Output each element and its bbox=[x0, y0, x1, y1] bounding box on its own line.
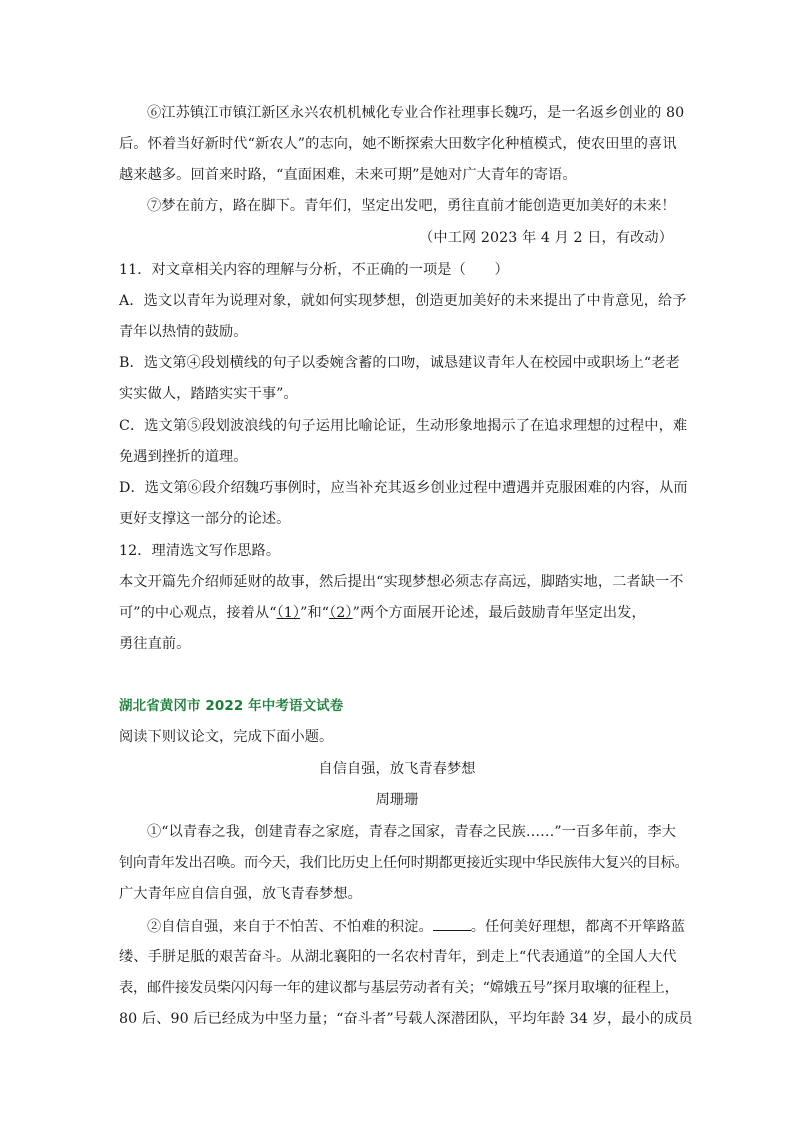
section-title: 湖北省黄冈市 2022 年中考语文试卷 bbox=[119, 698, 344, 714]
answer-blank-2[interactable]: （2） bbox=[329, 605, 353, 621]
question-12-text: 可”的中心观点，接着从“ bbox=[119, 605, 277, 621]
para6-line: 越来越多。回首来时路，“直面困难，未来可期”是她对广大青年的寄语。 bbox=[119, 167, 577, 183]
question-12-text: ”两个方面展开论述，最后鼓励青年坚定出发， bbox=[352, 605, 646, 621]
option-d: D．选文第⑥段介绍魏巧事例时，应当补充其返乡创业过程中遭遇并克服困难的内容，从而 bbox=[119, 480, 688, 496]
essay-para2-line: 缕、手胼足胝的艰苦奋斗。从湖北襄阳的一名农村青年，到走上“代表通道”的全国人大代 bbox=[119, 949, 677, 965]
option-a: A．选文以青年为说理对象，就如何实现梦想，创造更加美好的未来提出了中肯意见，给予 bbox=[119, 293, 687, 309]
essay-title: 自信自强，放飞青春梦想 bbox=[318, 761, 476, 777]
answer-blank-1[interactable]: （1） bbox=[276, 605, 301, 621]
essay-para1-line: 钊向青年发出召唤。而今天，我们比历史上任何时期都更接近实现中华民族伟大复兴的目标。 bbox=[119, 855, 689, 871]
essay-para1-line: 广大青年应自信自强，放飞青春梦想。 bbox=[119, 886, 362, 902]
essay-para1-line: ①“以青春之我，创建青春之家庭，青春之国家，青春之民族……”一百多年前，李大 bbox=[147, 824, 677, 840]
question-12-text: ”和“ bbox=[300, 605, 330, 621]
question-12-line: 勇往直前。 bbox=[119, 636, 191, 652]
question-11-stem: 11．对文章相关内容的理解与分析，不正确的一项是（ ） bbox=[119, 262, 509, 278]
question-12-stem: 12．理清选文写作思路。 bbox=[119, 543, 281, 559]
option-c-cont: 免遇到挫折的道理。 bbox=[119, 449, 248, 465]
option-d-cont: 更好支撑这一部分的论述。 bbox=[119, 511, 291, 527]
essay-para2-line: 80 后、90 后已经成为中坚力量；“奋斗者”号载人深潜团队，平均年龄 34 岁，最小的成员 bbox=[119, 1011, 693, 1027]
option-b-cont: 实实做人，踏踏实实干事”。 bbox=[119, 386, 298, 402]
question-12-line: 本文开篇先介绍师延财的故事，然后提出“实现梦想必须志存高远，脚踏实地，二者缺一不 bbox=[119, 574, 684, 590]
question-12-line bbox=[119, 603, 679, 623]
option-c: C．选文第⑤段划波浪线的句子运用比喻论证，生动形象地揭示了在追求理想的过程中，难 bbox=[119, 418, 688, 434]
para7: ⑦梦在前方，路在脚下。青年们，坚定出发吧，勇往直前才能创造更加美好的未来！ bbox=[147, 198, 676, 214]
para6-line: 后。怀着当好新时代“新农人”的志向，她不断探索大田数字化种植模式，使农田里的喜讯 bbox=[119, 136, 677, 152]
option-a-cont: 青年以热情的鼓励。 bbox=[119, 324, 248, 340]
essay-text: 。任何美好理想，都离不开筚路蓝 bbox=[470, 919, 686, 935]
para6-line: ⑥江苏镇江市镇江新区永兴农机机械化专业合作社理事长魏巧，是一名返乡创业的 80 bbox=[147, 105, 685, 121]
essay-text: ②自信自强，来自于不怕苦、不怕难的积淀。 bbox=[147, 919, 433, 935]
essay-author: 周珊珊 bbox=[375, 792, 419, 808]
fill-in-blank[interactable] bbox=[433, 916, 471, 931]
essay-para2-line: 表，邮件接发员柴闪闪每一年的建议都与基层劳动者有关；“嫦娥五号”探月取壤的征程上， bbox=[119, 980, 679, 996]
option-b: B．选文第④段划横线的句子以委婉含蓄的口吻，诚恳建议青年人在校园中或职场上“老老 bbox=[119, 355, 680, 371]
reading-instruction: 阅读下则议论文，完成下面小题。 bbox=[119, 729, 334, 745]
source-citation: （中工网 2023 年 4 月 2 日，有改动） bbox=[419, 230, 673, 246]
essay-para2-line bbox=[147, 916, 707, 937]
